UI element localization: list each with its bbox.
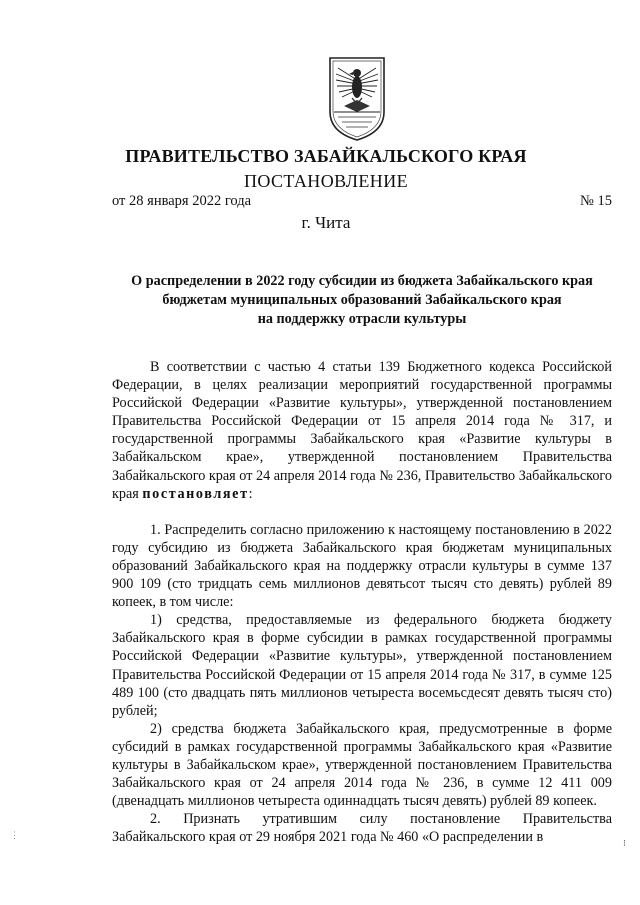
- scan-margin-mark: ⋮: [10, 830, 19, 840]
- document-date: от 28 января 2022 года: [112, 193, 252, 209]
- subject-line: О распределении в 2022 году субсидии из бюджета Забайкальского края: [131, 273, 593, 289]
- document-type: ПОСТАНОВЛЕНИЕ: [243, 171, 409, 191]
- preamble-paragraph: [112, 358, 612, 503]
- document-number: № 15: [580, 193, 612, 209]
- subject-line: бюджетам муниципальных образований Забайкальского края: [162, 292, 562, 308]
- preamble-text: В соответствии с частью 4 статьи 139 Бюджетного кодекса Российской Федерации, в целях реализации мероприятий государственной программы Российской Федерации «Развитие культуры», утвержденной постановлением Правительства Российской Федерации от 15 апреля 2014 года № 317, и государственной программы Забайкальского края «Развитие культуры в Забайкальском крае», утвержденной постановлением Правительства Забайкальского края от 24 апреля 2014 года № 236, Правительство Забайкальского края: [112, 359, 612, 502]
- clause-1-item-2: 2) средства бюджета Забайкальского края, предусмотренные в форме субсидий в рамках государственной программы Забайкальского края «Развитие культуры в Забайкальском крае», утвержденной постановлением Правительства Забайкальского края от 24 апреля 2014 года № 236, в сумме 12 411 009 (двенадцать миллионов четыреста одиннадцать тысяч девять) рублей 89 копеек.: [112, 720, 612, 810]
- clause-1: 1. Распределить согласно приложению к настоящему постановлению в 2022 году субсидию из бюджета Забайкальского края бюджетам муниципальных образований Забайкальского края на поддержку отрасли культуры в сумме 137 900 109 (сто тридцать семь миллионов девятьсот тысяч сто девять) рублей 89 копеек, в том числе:: [112, 521, 612, 611]
- government-title: ПРАВИТЕЛЬСТВО ЗАБАЙКАЛЬСКОГО КРАЯ: [125, 146, 527, 166]
- document-body: [112, 358, 612, 846]
- document-subject: [112, 272, 612, 329]
- subject-line: на поддержку отрасли культуры: [257, 311, 467, 327]
- clause-1-item-1: 1) средства, предоставляемые из федерального бюджета бюджету Забайкальского края в форме субсидии в рамках государственной программы Российской Федерации «Развитие культуры», утвержденной постановлением Правительства Российской Федерации от 15 апреля 2014 года № 317, в сумме 125 489 100 (сто двадцать пять миллионов четыреста восемьсдесят девять тысяч сто) рублей;: [112, 612, 612, 719]
- city-name: г. Чита: [301, 213, 351, 232]
- resolves-word: постановляет: [142, 485, 249, 502]
- clause-2: 2. Признать утратившим силу постановление Правительства Забайкальского края от 29 ноября 2021 года № 460 «О распределении в: [112, 811, 612, 846]
- coat-of-arms-emblem: [324, 54, 390, 142]
- preamble-colon: :: [248, 485, 253, 502]
- scan-margin-mark: ⁝: [623, 838, 626, 848]
